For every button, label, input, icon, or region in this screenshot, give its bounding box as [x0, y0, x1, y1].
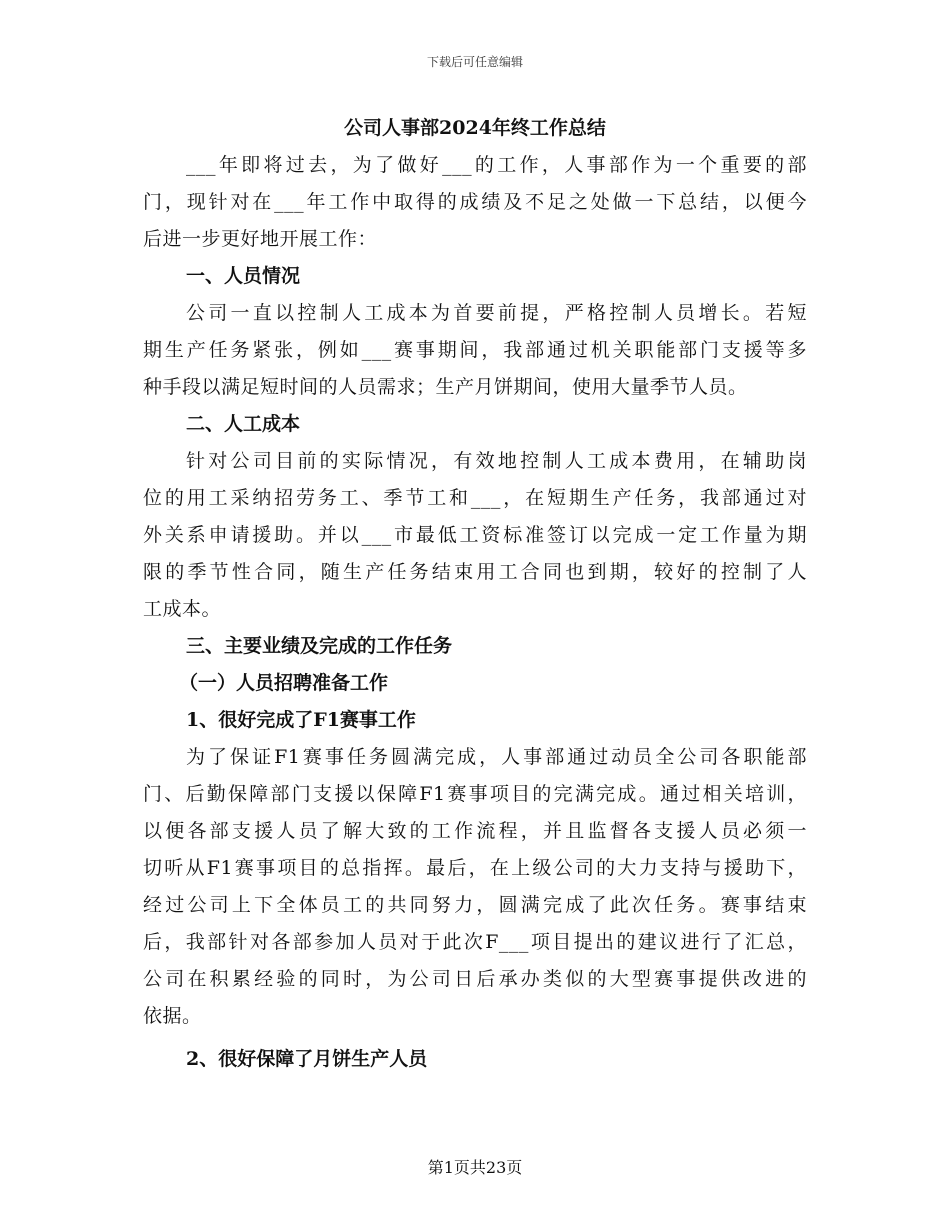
paragraph-line: 期生产任务紧张，例如___赛事期间，我部通过机关职能部门支援等多 [143, 339, 807, 361]
paragraph-line: 后，我部针对各部参加人员对于此次F___项目提出的建议进行了汇总， [143, 931, 807, 953]
section1-paragraph [143, 295, 807, 406]
paragraph-line: 门、后勤保障部门支援以保障F1赛事项目的完满完成。通过相关培训， [143, 783, 807, 805]
intro-paragraph [143, 147, 807, 258]
document-body [143, 110, 807, 1078]
section2-paragraph [143, 443, 807, 628]
paragraph-line: 依据。 [143, 1005, 202, 1027]
paragraph-line: 外关系申请援助。并以___市最低工资标准签订以完成一定工作量为期 [143, 524, 807, 546]
paragraph-line: 公司一直以控制人工成本为首要前提，严格控制人员增长。若短 [186, 302, 807, 324]
page-number: 第1页共23页 [427, 1158, 523, 1177]
paragraph-line: 限的季节性合同，随生产任务结束用工合同也到期，较好的控制了人 [143, 561, 807, 583]
item-heading: 2、很好保障了月饼生产人员 [186, 1048, 428, 1070]
section-heading: 一、人员情况 [186, 265, 301, 287]
header-note: 下载后可任意编辑 [426, 55, 523, 69]
paragraph-line: 经过公司上下全体员工的共同努力，圆满完成了此次任务。赛事结束 [143, 894, 807, 916]
paragraph-line: 切听从F1赛事项目的总指挥。最后，在上级公司的大力支持与援助下， [143, 857, 807, 879]
paragraph-line: 为了保证F1赛事任务圆满完成，人事部通过动员全公司各职能部 [186, 746, 807, 768]
section-heading: 三、主要业绩及完成的工作任务 [186, 635, 453, 657]
document-title: 公司人事部2024年终工作总结 [344, 117, 606, 139]
paragraph-line: 工成本。 [143, 598, 222, 620]
paragraph-line: 公司在积累经验的同时，为公司日后承办类似的大型赛事提供改进的 [143, 968, 807, 990]
paragraph-line: 种手段以满足短时间的人员需求；生产月饼期间，使用大量季节人员。 [143, 376, 748, 398]
subsection-heading: （一）人员招聘准备工作 [179, 672, 389, 694]
paragraph-line: 以便各部支援人员了解大致的工作流程，并且监督各支援人员必须一 [143, 820, 807, 842]
paragraph-line: 后进一步更好地开展工作： [143, 228, 378, 250]
paragraph-line: 位的用工采纳招劳务工、季节工和___，在短期生产任务，我部通过对 [143, 487, 807, 509]
section-heading: 二、人工成本 [186, 413, 301, 435]
item1-paragraph [143, 739, 807, 1035]
paragraph-line: 门，现针对在___年工作中取得的成绩及不足之处做一下总结，以便今 [143, 191, 807, 213]
item-heading: 1、很好完成了F1赛事工作 [186, 709, 416, 731]
paragraph-line: 针对公司目前的实际情况，有效地控制人工成本费用，在辅助岗 [186, 450, 807, 472]
paragraph-line: ___年即将过去，为了做好___的工作，人事部作为一个重要的部 [186, 154, 807, 176]
